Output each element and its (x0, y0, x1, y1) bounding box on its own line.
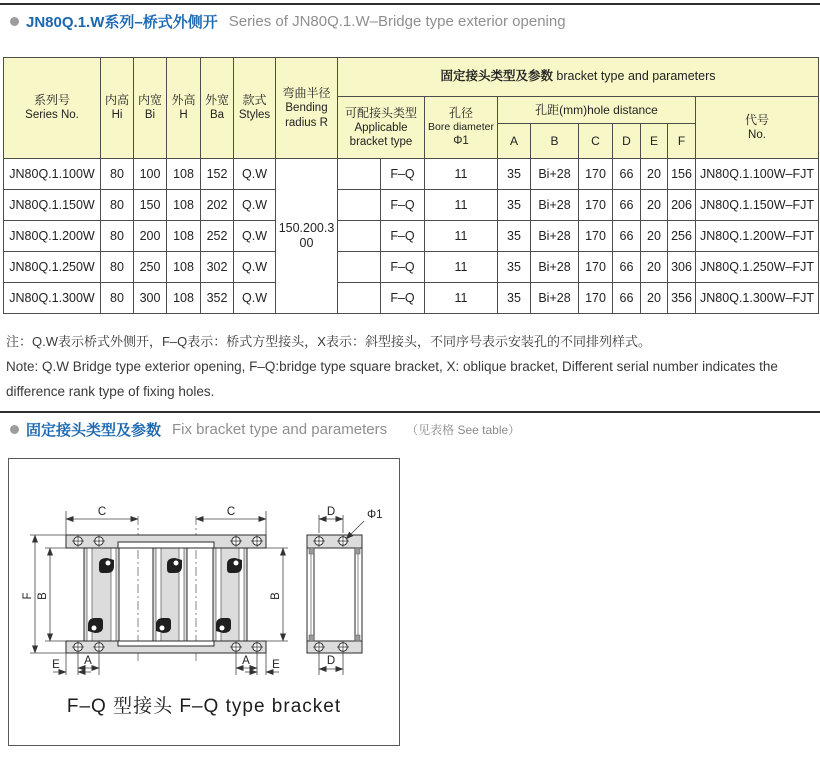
cell-series: JN80Q.1.250W (4, 252, 101, 283)
cell-series: JN80Q.1.150W (4, 190, 101, 221)
dim-label-c-right: C (226, 506, 236, 518)
table-row: JN80Q.1.300W 80 300 108 352 Q.W F–Q 11 35 Bi+28 170 66 20 356 JN80Q.1.300W–FJT (4, 283, 819, 314)
cell-series: JN80Q.1.200W (4, 221, 101, 252)
table-row: JN80Q.1.150W 80 150 108 202 Q.W F–Q 11 35 Bi+28 170 66 20 206 JN80Q.1.150W–FJT (4, 190, 819, 221)
cell-series: JN80Q.1.300W (4, 283, 101, 314)
cell-code: JN80Q.1.150W–FJT (696, 190, 819, 221)
group-header-hole-distance: 孔距(mm)hole distance (498, 97, 696, 124)
section2-rule (0, 411, 820, 413)
section2-bullet-icon (10, 425, 19, 434)
col-header-ba: 外宽 Ba (201, 58, 234, 159)
col-header-bracket-type: 可配接头类型 Applicable bracket type (338, 97, 425, 159)
dim-label-c-left: C (97, 506, 107, 518)
col-header-f: F (668, 124, 696, 159)
bracket-spacer-cell (338, 190, 381, 221)
col-header-bore-diameter: 孔径 Bore diameter Φ1 (425, 97, 498, 159)
col-header-code: 代号 No. (696, 97, 819, 159)
see-table-note: （见表格 See table） (406, 423, 521, 437)
section2-header (10, 419, 520, 440)
table-row: JN80Q.1.200W 80 200 108 252 Q.W F–Q 11 35 Bi+28 170 66 20 256 JN80Q.1.200W–FJT (4, 221, 819, 252)
section2-title-en: Fix bracket type and parameters (172, 421, 388, 438)
dim-label-a-left: A (84, 655, 92, 667)
dim-label-e-left: E (52, 659, 60, 671)
chain-link-plates (84, 548, 247, 641)
bracket-spacer-cell (338, 252, 381, 283)
dim-label-b-right: B (270, 592, 282, 600)
cell-code: JN80Q.1.300W–FJT (696, 283, 819, 314)
dim-label-d-top: D (326, 506, 336, 518)
dim-label-e-right: E (272, 659, 280, 671)
col-header-d: D (613, 124, 641, 159)
cell-code: JN80Q.1.100W–FJT (696, 159, 819, 190)
bracket-spacer-cell (338, 283, 381, 314)
bracket-spacer-cell (338, 221, 381, 252)
col-header-bending-radius: 弯曲半径 Bending radius R (276, 58, 338, 159)
dim-label-phi1: Φ1 (367, 509, 383, 521)
bracket-end-view (307, 535, 362, 653)
diagram-caption: F–Q 型接头 F–Q type bracket (66, 696, 342, 717)
col-header-c: C (579, 124, 613, 159)
col-header-e: E (641, 124, 668, 159)
dim-label-d-bottom: D (326, 655, 336, 667)
top-rule (0, 3, 820, 5)
col-header-a: A (498, 124, 531, 159)
section2-title-cn: 固定接头类型及参数 (26, 422, 162, 439)
notes-block (6, 329, 816, 404)
group-header-bracket-params: 固定接头类型及参数 bracket type and parameters (338, 58, 819, 97)
table-row: JN80Q.1.100W 80 100 108 152 Q.W 150.200.300 F–Q 11 35 Bi+28 170 66 20 156 JN80Q.1.100W–FJT (4, 159, 819, 190)
section1-title-cn: JN80Q.1.W系列–桥式外侧开 (26, 14, 218, 31)
cell-code: JN80Q.1.200W–FJT (696, 221, 819, 252)
dim-label-b-left: B (37, 592, 49, 600)
bracket-diagram-panel (8, 458, 400, 746)
section1-header (10, 11, 566, 32)
table-row: JN80Q.1.250W 80 250 108 302 Q.W F–Q 11 35 Bi+28 170 66 20 306 JN80Q.1.250W–FJT (4, 252, 819, 283)
cell-series: JN80Q.1.100W (4, 159, 101, 190)
dim-label-f: F (22, 592, 34, 600)
section1-bullet-icon (10, 17, 19, 26)
note-en: Note: Q.W Bridge type exterior opening, F–Q:bridge type square bracket, X: oblique bracket, Different serial number indicates the difference rank type of fixing holes. (6, 359, 778, 399)
col-header-styles: 款式 Styles (234, 58, 276, 159)
dim-label-a-right: A (242, 655, 250, 667)
col-header-series: 系列号 Series No. (4, 58, 101, 159)
col-header-hi: 内高 Hi (101, 58, 134, 159)
cell-code: JN80Q.1.250W–FJT (696, 252, 819, 283)
note-cn: 注：Q.W表示桥式外侧开，F–Q表示：桥式方型接头，X表示：斜型接头，不同序号表示安装孔的不同排列样式。 (6, 334, 651, 349)
col-header-bi: 内宽 Bi (134, 58, 167, 159)
cell-bending-radius: 150.200.300 (276, 159, 338, 314)
spec-table (3, 57, 819, 314)
col-header-b: B (531, 124, 579, 159)
section1-title-en: Series of JN80Q.1.W–Bridge type exterior opening (228, 13, 566, 30)
bracket-spacer-cell (338, 159, 381, 190)
col-header-h: 外高 H (167, 58, 201, 159)
